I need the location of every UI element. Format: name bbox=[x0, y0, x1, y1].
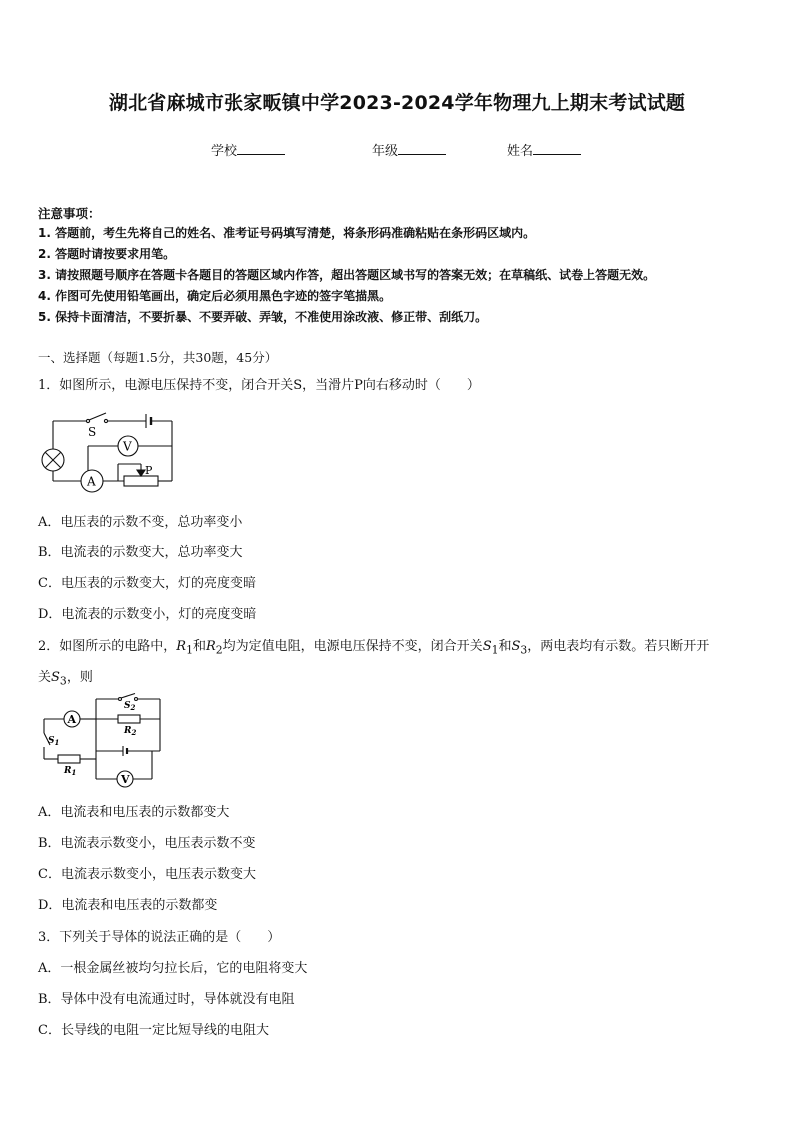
ammeter-label: A bbox=[87, 474, 96, 489]
option-b: B．导体中没有电流通过时，导体就没有电阻 bbox=[38, 992, 295, 1007]
notice-item: 5. 保持卡面清洁，不要折暴、不要弄破、弄皱，不准使用涂改液、修正带、刮纸刀。 bbox=[38, 310, 488, 324]
option-a: A．电流表和电压表的示数都变大 bbox=[38, 805, 230, 820]
school-label: 学校 bbox=[211, 144, 238, 159]
notice-item: 3. 请按照题号顺序在答题卡各题目的答题区域内作答，超出答题区域书写的答案无效；在草稿纸、试卷上答题无效。 bbox=[38, 268, 656, 282]
option-d: D．电流表的示数变小，灯的亮度变暗 bbox=[38, 607, 257, 622]
circuit-diagram-2 bbox=[36, 693, 168, 789]
question-2-stem-line2: 关$S_3$，则 bbox=[38, 670, 93, 688]
option-c: C．电压表的示数变大，灯的亮度变暗 bbox=[38, 576, 256, 591]
option-d: D．电流表和电压表的示数都变 bbox=[38, 898, 218, 913]
section-heading: 一、选择题（每题1.5分，共30题，45分） bbox=[38, 350, 278, 365]
resistor-r2-label: $R_2$ bbox=[124, 726, 137, 737]
school-field bbox=[211, 140, 285, 159]
option-b: B．电流表示数变小，电压表示数不变 bbox=[38, 836, 256, 851]
notice-item: 1. 答题前，考生先将自己的姓名、准考证号码填写清楚，将条形码准确粘贴在条形码区域内。 bbox=[38, 226, 536, 240]
notice-item: 4. 作图可先使用铅笔画出，确定后必须用黑色字迹的签字笔描黑。 bbox=[38, 289, 392, 303]
switch-label: S bbox=[88, 425, 97, 439]
grade-label: 年级 bbox=[372, 144, 399, 159]
name-label: 姓名 bbox=[507, 144, 534, 159]
question-3-stem: 3．下列关于导体的说法正确的是（ ） bbox=[38, 930, 281, 945]
option-c: C．电流表示数变小，电压表示数变大 bbox=[38, 867, 256, 882]
resistor-r1-label: $R_1$ bbox=[64, 766, 77, 777]
grade-field bbox=[372, 140, 446, 159]
school-blank bbox=[237, 142, 285, 155]
question-2-stem: 2．如图所示的电路中，$R_1$和$R_2$均为定值电阻，电源电压保持不变，闭合开关$S_1$和$S_3$，两电表均有示数。若只断开开 bbox=[38, 639, 710, 657]
option-c: C．长导线的电阻一定比短导线的电阻大 bbox=[38, 1023, 269, 1038]
option-a: A．电压表的示数不变，总功率变小 bbox=[38, 515, 243, 530]
question-1-stem: 1．如图所示，电源电压保持不变，闭合开关S，当滑片P向右移动时（ ） bbox=[38, 378, 480, 393]
voltmeter-label: V bbox=[123, 439, 132, 454]
option-a: A．一根金属丝被均匀拉长后，它的电阻将变大 bbox=[38, 961, 308, 976]
ammeter-label: A bbox=[67, 713, 77, 726]
switch-s1-label: $S_1$ bbox=[48, 736, 60, 747]
page-title: 湖北省麻城市张家畈镇中学2023-2024学年物理九上期末考试试题 bbox=[108, 92, 686, 114]
grade-blank bbox=[398, 142, 446, 155]
name-blank bbox=[533, 142, 581, 155]
name-field bbox=[507, 140, 581, 159]
switch-s2-label: $S_2$ bbox=[124, 701, 136, 712]
option-b: B．电流表的示数变大，总功率变大 bbox=[38, 545, 243, 560]
slider-label: P bbox=[145, 464, 153, 477]
notice-heading: 注意事项： bbox=[38, 206, 101, 221]
circuit-diagram-1 bbox=[36, 404, 186, 496]
notice-item: 2. 答题时请按要求用笔。 bbox=[38, 247, 176, 261]
voltmeter-label: V bbox=[121, 773, 130, 786]
